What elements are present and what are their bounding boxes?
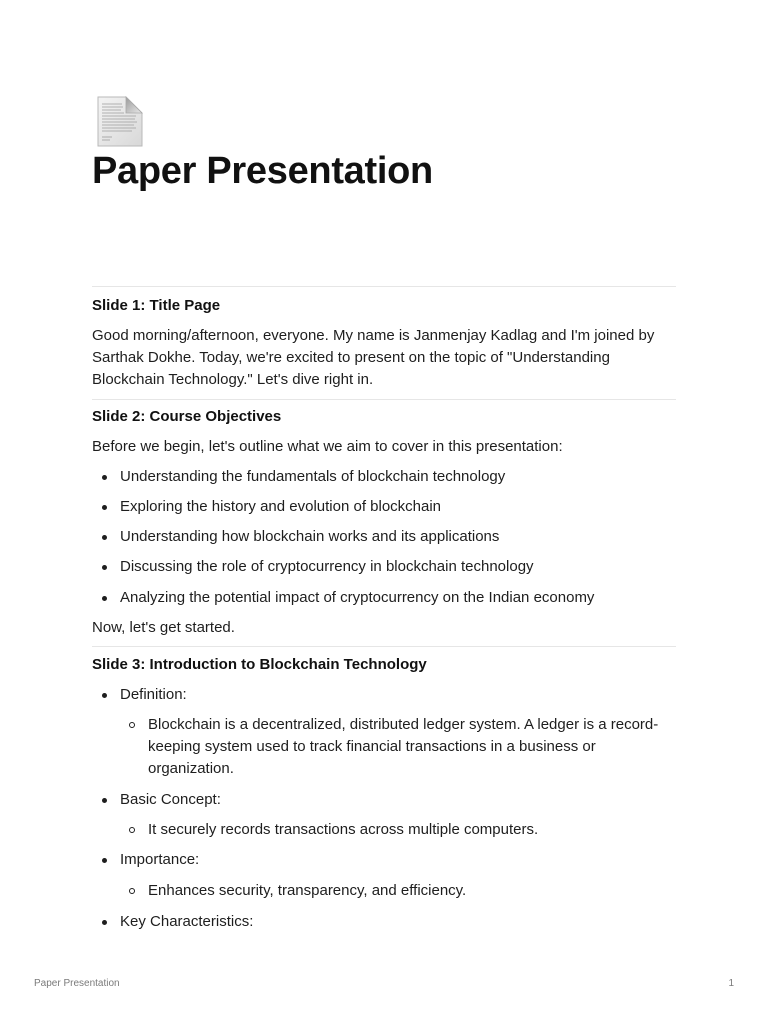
list-item-importance: Importance: xyxy=(92,849,676,871)
blockchain-intro-list xyxy=(92,684,676,933)
footer-title: Paper Presentation xyxy=(34,978,120,989)
list-item: Discussing the role of cryptocurrency in blockchain technology xyxy=(92,556,676,578)
document-body xyxy=(92,286,676,933)
slide-2-intro: Before we begin, let's outline what we aim to cover in this presentation: xyxy=(92,438,563,455)
slide-1-section xyxy=(92,287,676,391)
sub-list-item: Blockchain is a decentralized, distributed ledger system. A ledger is a record-keeping system used to track financial transactions in a business or organization. xyxy=(92,714,676,780)
list-item: Exploring the history and evolution of blockchain xyxy=(92,496,676,518)
list-item: Understanding how blockchain works and its applications xyxy=(92,526,676,548)
slide-2-section xyxy=(92,400,676,639)
slide-2-heading: Slide 2: Course Objectives xyxy=(92,408,282,425)
document-icon xyxy=(96,96,144,148)
page-number: 1 xyxy=(728,978,734,989)
page-title: Paper Presentation xyxy=(92,150,433,192)
list-item: Analyzing the potential impact of cryptocurrency on the Indian economy xyxy=(92,587,676,609)
list-item-key-characteristics: Key Characteristics: xyxy=(92,911,676,933)
slide-1-text: Good morning/afternoon, everyone. My name is Janmenjay Kadlag and I'm joined by Sarthak Dokhe. Today, we're excited to present on the topic of "Understanding Blockchain Technology." Let's dive right in. xyxy=(92,327,655,388)
sub-list-item: Enhances security, transparency, and efficiency. xyxy=(92,880,676,902)
list-item-basic-concept: Basic Concept: xyxy=(92,789,676,811)
slide-2-outro: Now, let's get started. xyxy=(92,619,235,636)
slide-3-heading: Slide 3: Introduction to Blockchain Technology xyxy=(92,656,427,673)
objectives-list xyxy=(92,466,676,609)
slide-3-section xyxy=(92,647,676,933)
slide-1-heading: Slide 1: Title Page xyxy=(92,297,221,314)
list-item-definition: Definition: xyxy=(92,684,676,706)
list-item: Understanding the fundamentals of blockchain technology xyxy=(92,466,676,488)
sub-list-item: It securely records transactions across multiple computers. xyxy=(92,819,676,841)
